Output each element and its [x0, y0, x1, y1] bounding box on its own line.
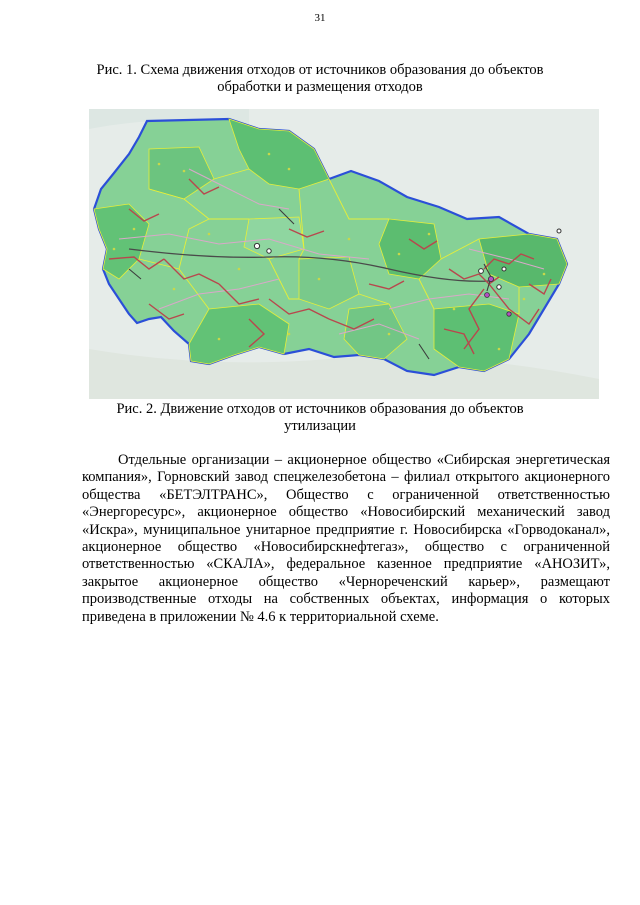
figure-1-caption — [0, 62, 640, 96]
figure-1-caption-line-2: обработки и размещения отходов — [217, 79, 423, 95]
body-paragraph: Отдельные организации – акционерное общество «Сибирская энергетическая компания», Горновский завод спецжелезобетона – филиал открытого акционерного общества «БЕТЭЛТРАНС», Общество с ограниченной ответственностью «Энергоресурс», акционерное общество «Новосибирский механический завод «Искра», муниципальное унитарное предприятие г. Новосибирска «Горводоканал», акционерное общество «Новосибирскнефтегаз», общество с ограниченной ответственностью «СКАЛА», федеральное казенное предприятие «АНОЗИТ», закрытое акционерное общество «Чернореченский карьер», размещают производственные отходы на собственных объектах, информация о которых приведена в приложении № 4.6 к территориальной схеме. — [82, 452, 610, 625]
waste-flow-map — [89, 109, 599, 399]
body-text — [82, 452, 610, 626]
figure-1-caption-line-1: Рис. 1. Схема движения отходов от источников образования до объектов — [96, 62, 544, 78]
page-number: 31 — [314, 12, 326, 24]
map-graphic — [89, 109, 599, 399]
figure-2-caption-line-2: утилизации — [284, 418, 356, 434]
figure-2-caption — [0, 401, 640, 435]
figure-2-caption-line-1: Рис. 2. Движение отходов от источников образования до объектов — [116, 401, 524, 417]
